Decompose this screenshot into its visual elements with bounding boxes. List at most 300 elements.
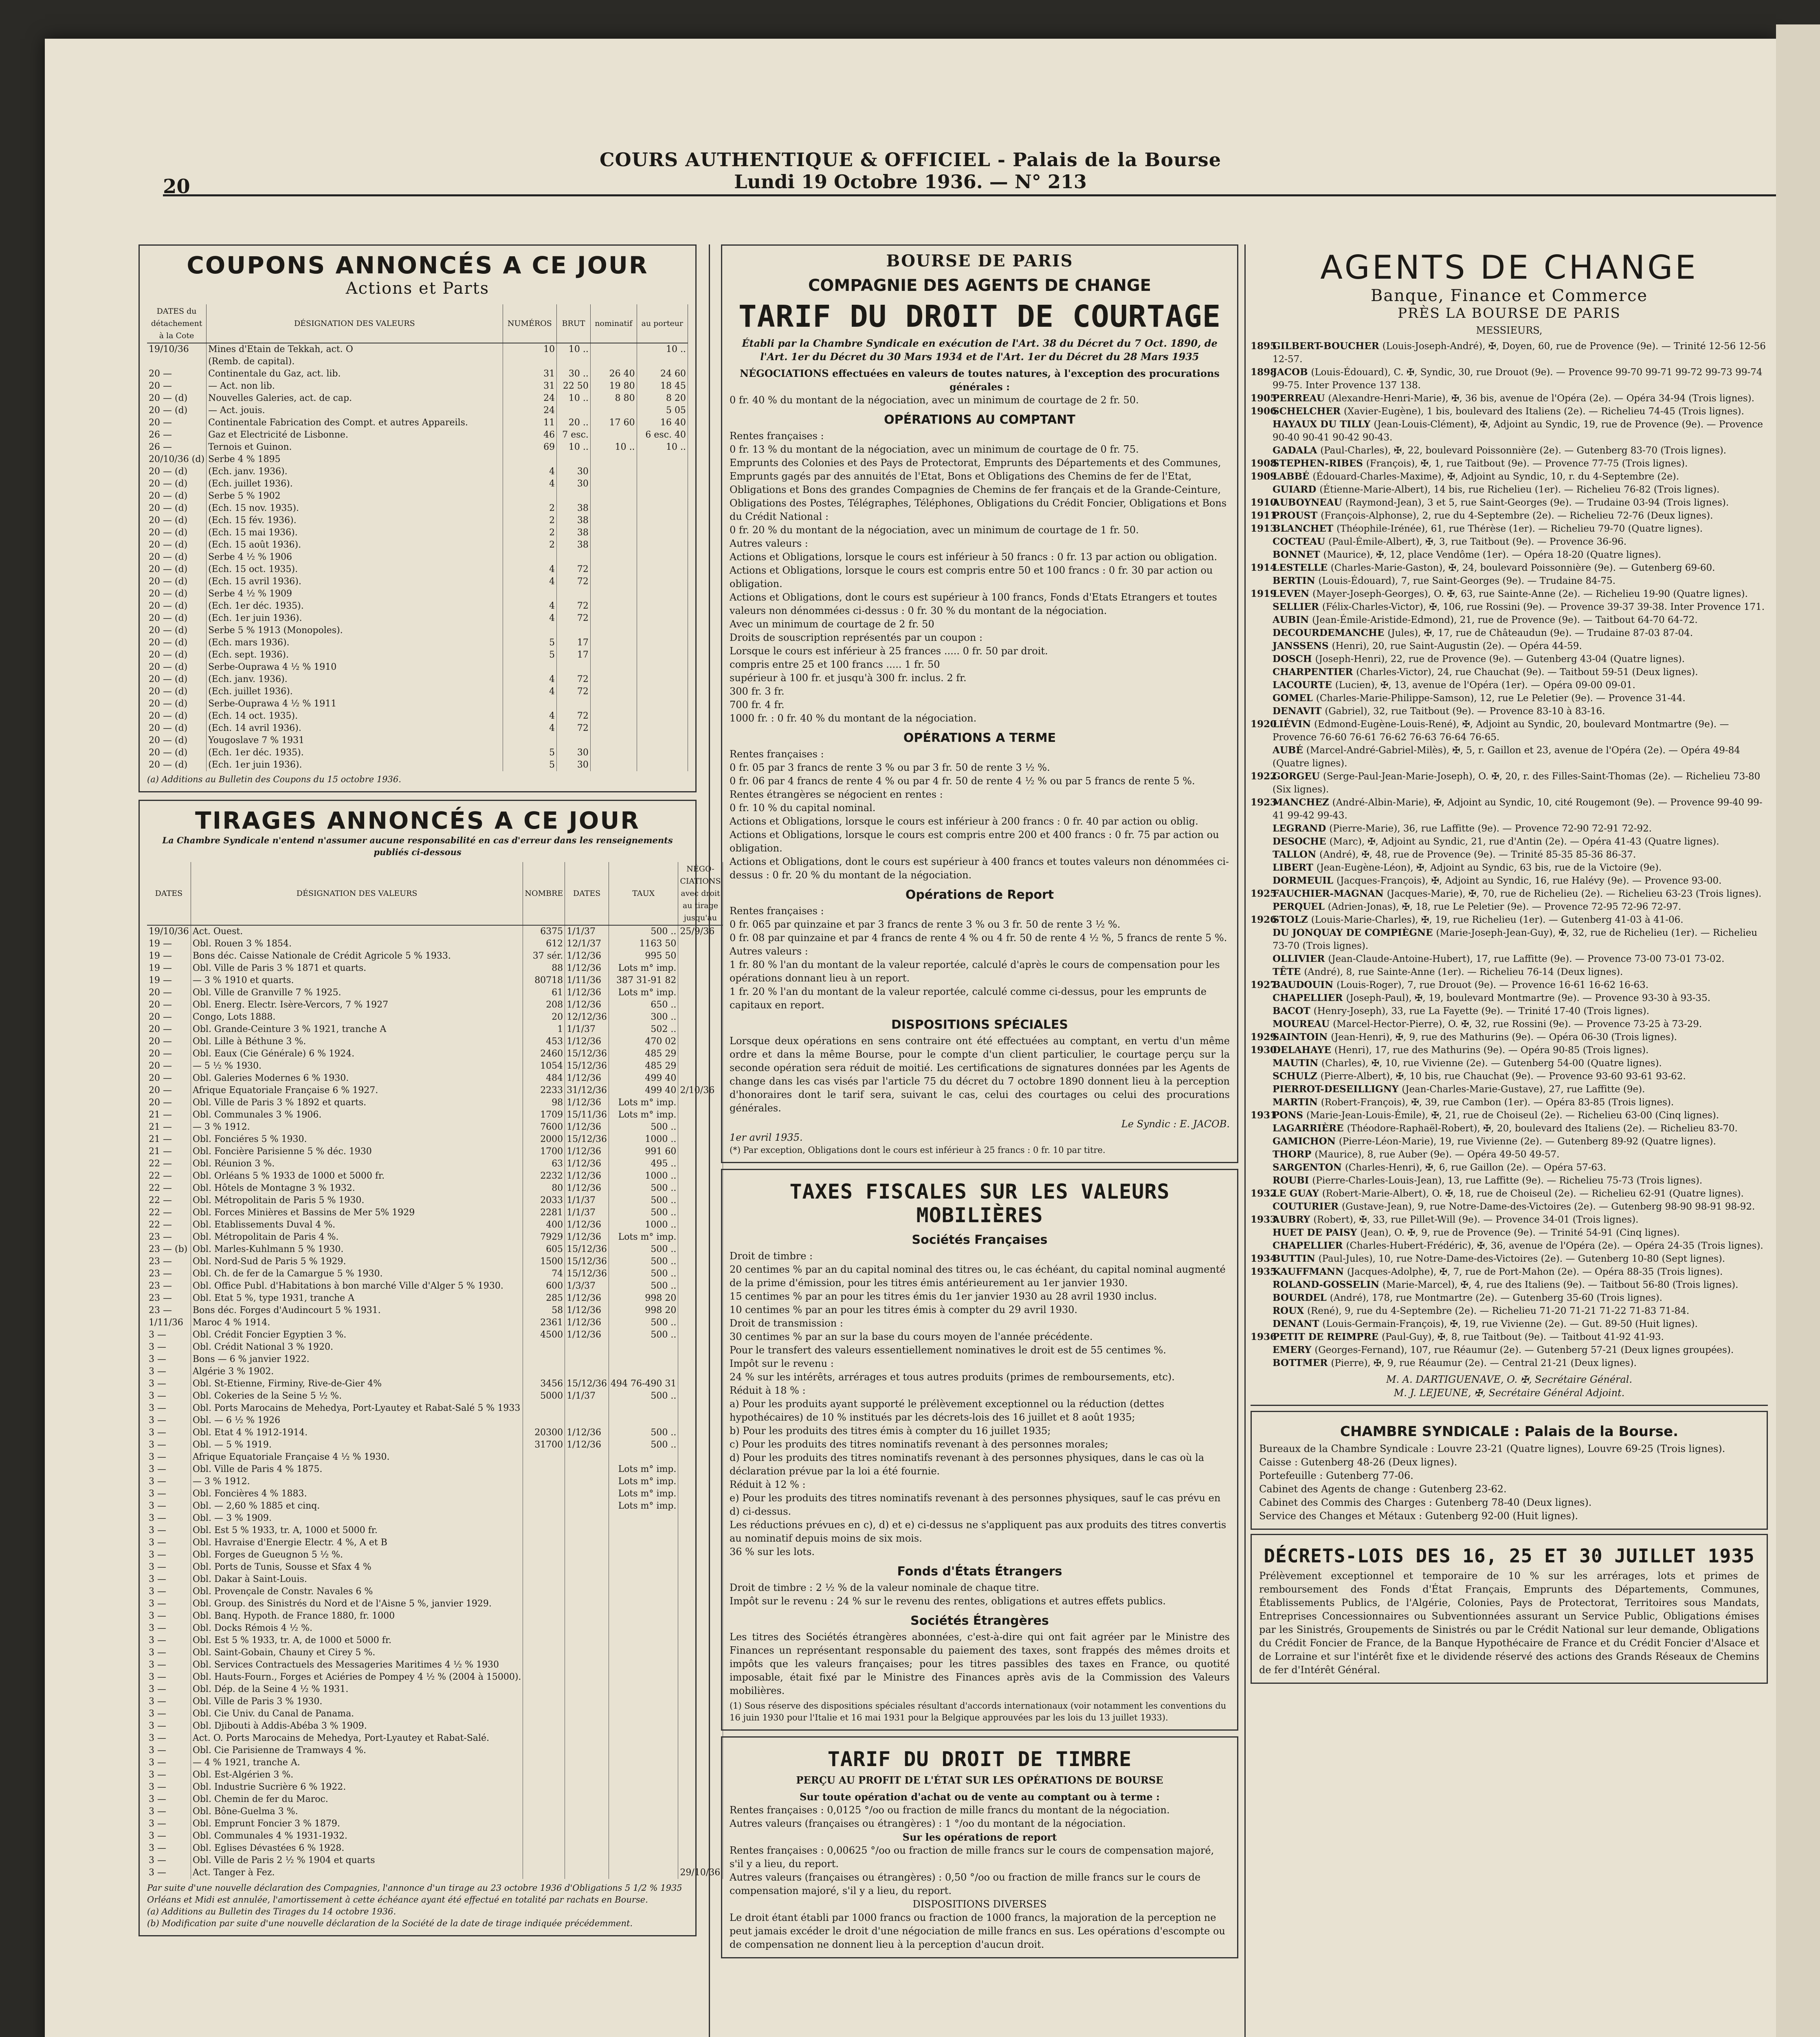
cell-remb-date: 1/12/36: [565, 1329, 609, 1341]
cell-date: 3 —: [147, 1427, 191, 1439]
cell-designation: Serbe 5 % 1902: [207, 490, 503, 502]
agent-name: GILBERT-BOUCHER: [1273, 341, 1383, 352]
cell-taux: [609, 1414, 678, 1427]
table-row: [147, 673, 688, 686]
cell-nego: [678, 950, 723, 962]
cell-designation: Afrique Equatoriale Française 4 ½ % 1930.: [191, 1451, 523, 1463]
chambre-line: Cabinet des Agents de change : Gutenberg 23-62.: [1259, 1483, 1507, 1495]
cell-designation: Serbe 4 ½ % 1909: [207, 588, 503, 600]
cell-designation: (Ech. 15 fév. 1936).: [207, 515, 503, 527]
agent-entry: [1251, 1318, 1768, 1331]
cell-brut: 30: [557, 747, 591, 759]
agent-details: (Jules), ✠, 17, rue de Châteaudun (9e). — Trudaine 87-03 87-04.: [1387, 628, 1693, 638]
agent-entry: [1251, 1135, 1768, 1148]
cell-designation: (Ech. 15 août 1936).: [207, 539, 503, 551]
table-row: [147, 600, 688, 612]
cell-nominatif: [590, 466, 637, 478]
cell-nominatif: 8 80: [590, 392, 637, 405]
cell-taux: [609, 1366, 678, 1378]
cell-taux: 300 ..: [609, 1011, 678, 1023]
cell-designation: Obl. Grande-Ceinture 3 % 1921, tranche A: [191, 1023, 523, 1036]
table-row: [147, 1610, 723, 1622]
tax-line: Droit de transmission :: [730, 1318, 843, 1329]
cell-porteur: 8 20: [637, 392, 688, 405]
agent-name: AUBOYNEAU: [1273, 497, 1345, 508]
agent-year: 1906: [1251, 406, 1277, 417]
comptant-line: Actions et Obligations, lorsque le cours est compris entre 50 et 100 francs : 0 fr. 30 par action ou obligation.: [730, 565, 1213, 590]
cell-brut: [557, 356, 591, 368]
cell-nominatif: [590, 356, 637, 368]
decrets-section: [1251, 1534, 1768, 1684]
cell-nombre: [523, 1524, 565, 1537]
agent-entry: [1251, 1200, 1768, 1213]
agent-details: (Louis-Germain-François), ✠, 19, rue Vivienne (2e). — Gut. 89-50 (Huit lignes).: [1322, 1319, 1698, 1329]
agent-entry: [1251, 366, 1768, 392]
cell-brut: [557, 551, 591, 563]
cell-remb-date: 15/11/36: [565, 1109, 609, 1121]
cell-designation: Bons déc. Forges d'Audincourt 5 % 1931.: [191, 1304, 523, 1317]
cell-date: 3 —: [147, 1732, 191, 1744]
agent-name: LIBERT: [1273, 862, 1317, 873]
cell-porteur: [637, 478, 688, 490]
cell-taux: [609, 1671, 678, 1683]
cell-date: 3 —: [147, 1622, 191, 1634]
cell-taux: 500 ..: [609, 1390, 678, 1402]
report-line: 0 fr. 08 par quinzaine et par 4 francs de rente 4 % ou 4 fr. 50 de rente 4 ½ %, 5 francs de rente 5 %.: [730, 932, 1227, 944]
cell-date: 20 — (d): [147, 710, 207, 722]
cell-date: 20 — (d): [147, 588, 207, 600]
col-dates: DATES du détachement à la Cote: [147, 304, 207, 343]
cell-designation: Obl. Etablissements Duval 4 %.: [191, 1219, 523, 1231]
societes-francaises: Sociétés Françaises: [912, 1233, 1048, 1247]
cell-numero: 4: [503, 478, 557, 490]
table-row: [147, 1781, 723, 1793]
cell-nominatif: [590, 649, 637, 661]
cell-nego: [678, 1329, 723, 1341]
cell-nombre: [523, 1622, 565, 1634]
agent-year: 1898: [1251, 367, 1277, 378]
cell-taux: Lots m° imp.: [609, 962, 678, 975]
cell-nego: [678, 1818, 723, 1830]
cell-date: 19 —: [147, 950, 191, 962]
cell-designation: Bons — 6 % janvier 1922.: [191, 1353, 523, 1366]
cell-taux: 500 ..: [609, 925, 678, 938]
cell-taux: 470 02: [609, 1036, 678, 1048]
cell-nominatif: [590, 405, 637, 417]
cell-brut: 72: [557, 722, 591, 735]
cell-designation: Serbe 5 % 1913 (Monopoles).: [207, 625, 503, 637]
cell-numero: [503, 453, 557, 466]
cell-remb-date: 1/1/37: [565, 1023, 609, 1036]
cell-designation: (Ech. juillet 1936).: [207, 686, 503, 698]
table-row: [147, 1329, 723, 1341]
cell-taux: [609, 1634, 678, 1647]
cell-numero: 4: [503, 686, 557, 698]
terme-title: OPÉRATIONS A TERME: [903, 731, 1056, 745]
agent-name: COUTURIER: [1273, 1201, 1342, 1212]
agent-name: ROUX: [1273, 1305, 1308, 1316]
courtage-title: TARIF DU DROIT DE COURTAGE: [738, 299, 1221, 334]
cell-date: 3 —: [147, 1561, 191, 1573]
cell-nominatif: [590, 722, 637, 735]
agent-details: (Edmond-Eugène-Louis-René), ✠, Adjoint au Syndic, 20, boulevard Montmartre (9e). — Provence 76-60 76-61 76-62 76-63 76-64 76-65.: [1273, 719, 1729, 743]
cell-remb-date: [565, 1671, 609, 1683]
cell-remb-date: 1/12/36: [565, 1072, 609, 1084]
cell-taux: 1000 ..: [609, 1170, 678, 1182]
cell-nominatif: [590, 502, 637, 515]
cell-remb-date: [565, 1573, 609, 1586]
cell-nombre: [523, 1561, 565, 1573]
cell-brut: 10 ..: [557, 343, 591, 356]
cell-nominatif: [590, 478, 637, 490]
courtage-intro: Établi par la Chambre Syndicale en exécution de l'Art. 38 du Décret du 7 Oct. 1890, de l'Art. 1er du Décret du 30 Mars 1934 et de l'Art. 1er du Décret du 28 Mars 1935: [742, 337, 1218, 363]
cell-nombre: [523, 1634, 565, 1647]
cell-date: 20 — (d): [147, 612, 207, 625]
cell-numero: 5: [503, 637, 557, 649]
cell-designation: Obl. Etat 5 %, type 1931, tranche A: [191, 1292, 523, 1304]
table-row: [147, 343, 688, 356]
cell-date: 19/10/36: [147, 343, 207, 356]
agent-entry: [1251, 483, 1768, 496]
cell-designation: (Ech. 15 oct. 1935).: [207, 563, 503, 576]
cell-nominatif: [590, 661, 637, 673]
agent-details: (Édouard-Charles-Maxime), ✠, Adjoint au Syndic, 10, r. du 4-Septembre (2e).: [1312, 471, 1679, 482]
cell-taux: 500 ..: [609, 1243, 678, 1256]
cell-designation: Obl. Est-Algérien 3 %.: [191, 1769, 523, 1781]
column-divider: [709, 244, 710, 2037]
report-title: Opérations de Report: [905, 888, 1054, 902]
col-porteur: au porteur: [637, 304, 688, 343]
cell-remb-date: [565, 1353, 609, 1366]
cell-taux: 998 20: [609, 1292, 678, 1304]
table-row: [147, 1121, 723, 1133]
cell-remb-date: 1/12/36: [565, 999, 609, 1011]
cell-nombre: [523, 1708, 565, 1720]
col-designation: DÉSIGNATION DES VALEURS: [207, 304, 503, 343]
cell-taux: Lots m° imp.: [609, 1476, 678, 1488]
cell-date: 20 — (d): [147, 735, 207, 747]
cell-nombre: 1054: [523, 1060, 565, 1072]
table-row: [147, 1586, 723, 1598]
cell-date: 3 —: [147, 1549, 191, 1561]
cell-date: 3 —: [147, 1647, 191, 1659]
cell-nego: [678, 1207, 723, 1219]
agents-messieurs: MESSIEURS,: [1476, 325, 1543, 336]
cell-remb-date: [565, 1622, 609, 1634]
cell-designation: Obl. Hôtels de Montagne 3 % 1932.: [191, 1182, 523, 1194]
cell-date: 22 —: [147, 1219, 191, 1231]
agent-name: TÊTE: [1273, 966, 1304, 977]
cell-date: 20 — (d): [147, 576, 207, 588]
cell-brut: 30 ..: [557, 368, 591, 380]
cell-remb-date: [565, 1610, 609, 1622]
agent-details: (Raymond-Jean), 3 et 5, rue Saint-Georges (9e). — Trudaine 03-94 (Trois lignes).: [1345, 497, 1729, 508]
cell-brut: 72: [557, 710, 591, 722]
agent-name: GADALA: [1273, 445, 1321, 456]
cell-porteur: [637, 527, 688, 539]
cell-date: 3 —: [147, 1463, 191, 1476]
cell-remb-date: [565, 1537, 609, 1549]
comptant-line: Rentes françaises :: [730, 430, 824, 442]
cell-nego: [678, 1634, 723, 1647]
terme-line: 0 fr. 10 % du capital nominal.: [730, 802, 876, 814]
cell-nego: [678, 1268, 723, 1280]
cell-nominatif: 17 60: [590, 417, 637, 429]
cell-designation: — Act. non lib.: [207, 380, 503, 392]
cell-taux: 500 ..: [609, 1268, 678, 1280]
cell-remb-date: 12/1/37: [565, 938, 609, 950]
cell-nego: [678, 1317, 723, 1329]
cell-porteur: [637, 649, 688, 661]
cell-taux: [609, 1781, 678, 1793]
cell-designation: Obl. — 3 % 1909.: [191, 1512, 523, 1524]
cell-designation: Obl. Provençale de Constr. Navales 6 %: [191, 1586, 523, 1598]
cell-nombre: [523, 1366, 565, 1378]
agent-name: PONS: [1273, 1110, 1306, 1121]
cell-remb-date: 15/12/36: [565, 1256, 609, 1268]
cell-remb-date: 1/12/36: [565, 962, 609, 975]
cell-nominatif: [590, 686, 637, 698]
table-row: [147, 999, 723, 1011]
cell-porteur: [637, 515, 688, 527]
cell-remb-date: 15/12/36: [565, 1378, 609, 1390]
agent-entry: [1251, 1239, 1768, 1252]
agent-entry: [1251, 1148, 1768, 1161]
comptant-line: 0 fr. 13 % du montant de la négociation, avec un minimum de courtage de 0 fr. 75.: [730, 444, 1139, 455]
agent-entry: [1251, 796, 1768, 822]
cell-date: 3 —: [147, 1402, 191, 1414]
cell-date: 1/11/36: [147, 1317, 191, 1329]
table-row: [147, 1097, 723, 1109]
agents-pres: PRÈS LA BOURSE DE PARIS: [1398, 305, 1621, 321]
agent-name: SARGENTON: [1273, 1162, 1345, 1173]
agent-name: LIÉVIN: [1273, 719, 1314, 730]
agent-details: (François), ✠, 1, rue Taitbout (9e). — Provence 77-75 (Trois lignes).: [1366, 458, 1688, 469]
agent-details: (Henry-Joseph), 33, rue La Fayette (9e). — Trinité 17-40 (Trois lignes).: [1313, 1006, 1649, 1016]
agent-details: (Maurice), 8, rue Auber (9e). — Opéra 49-50 49-57.: [1314, 1149, 1560, 1160]
cell-nombre: 20300: [523, 1427, 565, 1439]
nego-text: 0 fr. 40 % du montant de la négociation, avec un minimum de courtage de 2 fr. 50.: [730, 394, 1139, 406]
cell-designation: — 3 % 1912.: [191, 1121, 523, 1133]
cell-designation: Obl. Eglises Dévastées 6 % 1928.: [191, 1842, 523, 1854]
cell-taux: 998 20: [609, 1304, 678, 1317]
cell-nominatif: 26 40: [590, 368, 637, 380]
table-row: [147, 975, 723, 987]
cell-date: 20 — (d): [147, 551, 207, 563]
agent-details: (Charles), ✠, 10, rue Vivienne (2e). — Gutenberg 54-00 (Quatre lignes).: [1321, 1058, 1662, 1069]
table-row: [147, 1830, 723, 1842]
cell-porteur: [637, 661, 688, 673]
tax-line: Impôt sur le revenu :: [730, 1358, 834, 1369]
cell-nombre: 2361: [523, 1317, 565, 1329]
cell-nombre: [523, 1854, 565, 1867]
cell-remb-date: [565, 1744, 609, 1757]
cell-nombre: 1709: [523, 1109, 565, 1121]
agent-name: PERQUEL: [1273, 901, 1328, 912]
masthead-date: Lundi 19 Octobre 1936. — N° 213: [734, 171, 1087, 193]
agent-entry: [1251, 692, 1768, 705]
cell-designation: Obl. Ports de Tunis, Sousse et Sfax 4 %: [191, 1561, 523, 1573]
cell-nombre: [523, 1830, 565, 1842]
agent-year: 1895: [1251, 341, 1277, 352]
cell-date: 3 —: [147, 1341, 191, 1353]
cell-taux: 1163 50: [609, 938, 678, 950]
table-row: [147, 1084, 723, 1097]
agent-year: 1936: [1251, 1331, 1277, 1342]
agent-details: (Joseph-Henri), 22, rue de Provence (9e). — Gutenberg 43-04 (Quatre lignes).: [1315, 654, 1685, 664]
table-row: [147, 1500, 723, 1512]
cell-nego: [678, 1524, 723, 1537]
table-row: [147, 1146, 723, 1158]
syndic-signature: Le Syndic : E. JACOB.: [1121, 1118, 1230, 1130]
cell-nego: [678, 1573, 723, 1586]
agent-details: (André-Albin-Marie), ✠, Adjoint au Syndic, 10, cité Rougemont (9e). — Provence 99-40 99-41 99-42 99-43.: [1273, 797, 1763, 821]
cell-nominatif: [590, 551, 637, 563]
cell-date: 3 —: [147, 1439, 191, 1451]
cell-nominatif: [590, 710, 637, 722]
agent-year: 1910: [1251, 497, 1277, 508]
cell-remb-date: 1/1/37: [565, 1390, 609, 1402]
cell-remb-date: 1/12/36: [565, 987, 609, 999]
tirages-footnote-2: (a) Additions au Bulletin des Tirages du 14 octobre 1936.: [147, 1907, 396, 1916]
agent-year: 1913: [1251, 523, 1277, 534]
cell-taux: 500 ..: [609, 1121, 678, 1133]
agent-entry: [1251, 666, 1768, 679]
agent-entry: [1251, 653, 1768, 666]
cell-remb-date: [565, 1598, 609, 1610]
cell-designation: Serbe-Ouprawa 4 ½ % 1910: [207, 661, 503, 673]
table-row: [147, 759, 688, 771]
cell-date: 20 —: [147, 1060, 191, 1072]
cell-brut: 38: [557, 539, 591, 551]
cell-taux: 500 ..: [609, 1256, 678, 1268]
cell-nominatif: [590, 453, 637, 466]
table-row: [147, 1341, 723, 1353]
agent-entry: [1251, 705, 1768, 718]
cell-designation: Obl. Ville de Granville 7 % 1925.: [191, 987, 523, 999]
agent-entry: [1251, 1278, 1768, 1291]
cell-date: [147, 356, 207, 368]
agent-entry: [1251, 614, 1768, 627]
agent-details: (Pierre-Léon-Marie), 19, rue Vivienne (2e). — Gutenberg 89-92 (Quatre lignes).: [1339, 1136, 1716, 1147]
cell-porteur: [637, 625, 688, 637]
cell-designation: Obl. Ports Marocains de Mehedya, Port-Lyautey et Rabat-Salé 5 % 1933: [191, 1402, 523, 1414]
cell-remb-date: 1/1/37: [565, 1207, 609, 1219]
cell-date: 20 — (d): [147, 698, 207, 710]
tirages-subtitle: La Chambre Syndicale n'entend n'assumer aucune responsabilité en cas d'erreur dans les renseignements publiés ci-dessous: [162, 835, 673, 857]
table-row: [147, 987, 723, 999]
agent-details: (Mayer-Joseph-Georges), O. ✠, 63, rue Sainte-Anne (2e). — Richelieu 19-90 (Quatre lignes).: [1312, 589, 1748, 599]
cell-porteur: [637, 686, 688, 698]
agent-details: (Marcel-Hector-Pierre), O. ✠, 32, rue Rossini (9e). — Provence 73-25 à 73-29.: [1333, 1019, 1702, 1029]
agent-details: (Charles-Hubert-Frédéric), ✠, 36, avenue de l'Opéra (2e). — Opéra 24-35 (Trois lignes).: [1346, 1241, 1763, 1251]
cell-nego: [678, 1647, 723, 1659]
timbre-subtitle: PERÇU AU PROFIT DE L'ÉTAT SUR LES OPÉRATIONS DE BOURSE: [796, 1774, 1163, 1786]
agent-name: HAYAUX DU TILLY: [1273, 419, 1374, 430]
agent-year: 1932: [1251, 1188, 1277, 1199]
cell-taux: Lots m° imp.: [609, 1231, 678, 1243]
dispositions-title: DISPOSITIONS SPÉCIALES: [891, 1018, 1068, 1032]
cell-brut: [557, 661, 591, 673]
comptant-line: compris entre 25 et 100 francs ..... 1 fr. 50: [730, 659, 940, 670]
agent-entry: [1251, 835, 1768, 848]
cell-porteur: 18 45: [637, 380, 688, 392]
cell-taux: [609, 1647, 678, 1659]
cell-nominatif: [590, 515, 637, 527]
cell-brut: 17: [557, 649, 591, 661]
cell-nombre: [523, 1842, 565, 1854]
cell-taux: Lots m° imp.: [609, 1488, 678, 1500]
cell-nego: [678, 1732, 723, 1744]
cell-date: 21 —: [147, 1121, 191, 1133]
cell-taux: [609, 1586, 678, 1598]
cell-designation: Obl. Banq. Hypoth. de France 1880, fr. 1000: [191, 1610, 523, 1622]
agent-name: EMERY: [1273, 1344, 1315, 1355]
cell-designation: Obl. Cie Parisienne de Tramways 4 %.: [191, 1744, 523, 1757]
column-agents: [1251, 244, 1768, 2037]
cell-remb-date: [565, 1634, 609, 1647]
table-row: [147, 1194, 723, 1207]
agent-details: (Serge-Paul-Jean-Marie-Joseph), O. ✠, 20, r. des Filles-Saint-Thomas (2e). — Richelieu 73-80 (Six lignes).: [1273, 771, 1761, 795]
cell-designation: Obl. Est 5 % 1933, tr. A, de 1000 et 5000 fr.: [191, 1634, 523, 1647]
cell-remb-date: 1/12/36: [565, 1292, 609, 1304]
agent-entry: [1251, 1344, 1768, 1357]
agent-entry: [1251, 900, 1768, 913]
agent-name: ROUBI: [1273, 1175, 1312, 1186]
cell-date: 20 —: [147, 999, 191, 1011]
cell-designation: Obl. Métropolitain de Paris 5 % 1930.: [191, 1194, 523, 1207]
newspaper-page: [45, 39, 1776, 2037]
cell-designation: Obl. Rouen 3 % 1854.: [191, 938, 523, 950]
cell-nego: [678, 1048, 723, 1060]
cell-nego: [678, 999, 723, 1011]
agent-entry: [1251, 679, 1768, 692]
table-row: [147, 1170, 723, 1182]
cell-brut: 38: [557, 527, 591, 539]
cell-designation: (Ech. janv. 1936).: [207, 466, 503, 478]
comptant-line: Avec un minimum de courtage de 2 fr. 50: [730, 618, 934, 630]
agent-name: LEVEN: [1273, 588, 1313, 599]
cell-numero: [503, 625, 557, 637]
table-row: [147, 950, 723, 962]
cell-date: 23 —: [147, 1231, 191, 1243]
agent-name: SCHULZ: [1273, 1071, 1321, 1082]
cell-numero: 4: [503, 673, 557, 686]
cell-date: 3 —: [147, 1769, 191, 1781]
agent-entry: [1251, 457, 1768, 470]
cell-remb-date: [565, 1414, 609, 1427]
agent-details: (Pierre-Albert), ✠, 10 bis, rue Chauchat (9e). — Provence 93-60 93-61 93-62.: [1320, 1071, 1686, 1082]
agent-name: HUET DE PAISY: [1273, 1227, 1361, 1238]
societes-etrangeres: Sociétés Étrangères: [910, 1614, 1049, 1628]
cell-nego: [678, 1292, 723, 1304]
agent-entry: [1251, 979, 1768, 992]
table-row: [147, 1696, 723, 1708]
cell-nombre: [523, 1683, 565, 1696]
cell-nombre: [523, 1769, 565, 1781]
cell-remb-date: 1/1/37: [565, 1194, 609, 1207]
timbre-l2: Autres valeurs (françaises ou étrangères) : 1 °/oo du montant de la négociation.: [730, 1818, 1126, 1829]
cell-designation: Obl. Services Contractuels des Messageries Maritimes 4 ½ % 1930: [191, 1659, 523, 1671]
cell-nego: [678, 1488, 723, 1500]
cell-taux: 500 ..: [609, 1280, 678, 1292]
cell-porteur: [637, 466, 688, 478]
agent-year: 1930: [1251, 1045, 1277, 1056]
agent-details: (Marie-Jean-Louis-Émile), ✠, 21, rue de Choiseul (2e). — Richelieu 63-00 (Cinq lignes).: [1306, 1110, 1719, 1121]
cell-date: 19 —: [147, 938, 191, 950]
agent-name: BUTTIN: [1273, 1253, 1319, 1264]
table-row: [147, 1463, 723, 1476]
